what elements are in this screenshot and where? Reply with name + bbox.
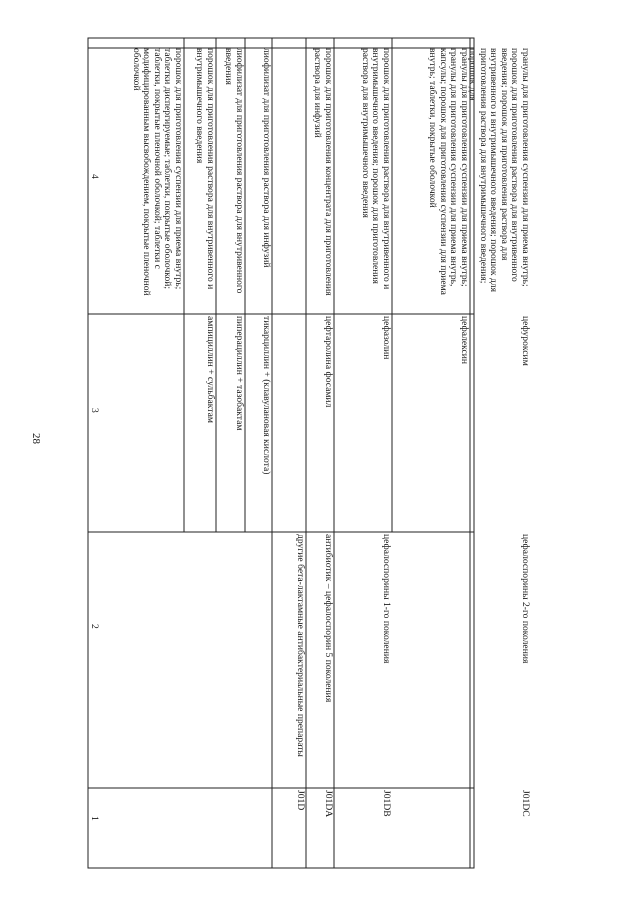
forms-row-1: лиофилизат для приготовления раствора для внутривенного введения — [223, 48, 245, 294]
group-row-5: цефалоспорины 1-го поколения — [381, 534, 392, 664]
code-row-7: J01DC — [520, 790, 531, 817]
drug-row-0: ампициллин + сульбактам — [205, 316, 216, 423]
header-col1: 1 — [89, 816, 100, 821]
code-row-3: J01D — [295, 790, 306, 811]
group-row-3: другие бета-лактамные антибактериальные препараты — [295, 534, 306, 757]
drug-row-2: тикарциллин + (клавулановая кислота) — [261, 316, 272, 475]
forms-row-7: гранулы для приготовления суспензии для приема внутрь; порошок для приготовления раствора для внутривенного введения; порошок для приготовления раствора для внутривенного и внутримышечного введения; порошок для приготовления раствора для внутримышечного введения; порошок для — [467, 48, 531, 293]
drug-row-7: цефуроксим — [520, 316, 531, 366]
forms-row-0: порошок для приготовления раствора для внутривенного и внутримышечного введения — [194, 48, 216, 290]
forms-row-5: порошок для приготовления раствора для внутривенного и внутримышечного введения; порошок для приготовления раствора для внутримышечного введения — [359, 48, 392, 290]
group-row-4: антибиотик – цефалоспорин 5 поколения — [323, 534, 334, 703]
drug-row-6: цефалексин — [459, 316, 470, 365]
forms-row-4: порошок для приготовления концентрата для приготовления раствора для инфузий — [312, 48, 334, 296]
header-col2: 2 — [89, 624, 100, 629]
page-number: 28 — [30, 433, 42, 444]
forms-row-6: гранулы для приготовления суспензии для приема внутрь; гранулы для приготовления суспензии для приема внутрь, капсулы; порошок для приготовления суспензии для приема внутрь; таблетки, покрытые оболочкой — [427, 48, 470, 295]
header-col3: 3 — [89, 408, 100, 413]
forms-cont: порошок для приготовления суспензии для приема внутрь; таблетки диспергируемые; таблетки, покрытые оболочкой; таблетки, покрытые пленочной оболочкой; таблетки с модифицированным высвобождением, покрытые пленочной оболочкой — [130, 48, 184, 296]
group-row-7: цефалоспорины 2-го поколения — [520, 534, 531, 664]
header-col4: 4 — [89, 174, 100, 179]
drug-row-1: пиперациллин + тазобактам — [234, 316, 245, 431]
code-row-5: J01DB — [381, 790, 392, 817]
forms-row-2: лиофилизат для приготовления раствора для инфузий — [261, 48, 272, 268]
drug-row-4: цефтаролина фосамил — [323, 316, 334, 408]
drug-row-5: цефазолин — [381, 316, 392, 360]
code-row-4: J01DA — [323, 790, 334, 818]
